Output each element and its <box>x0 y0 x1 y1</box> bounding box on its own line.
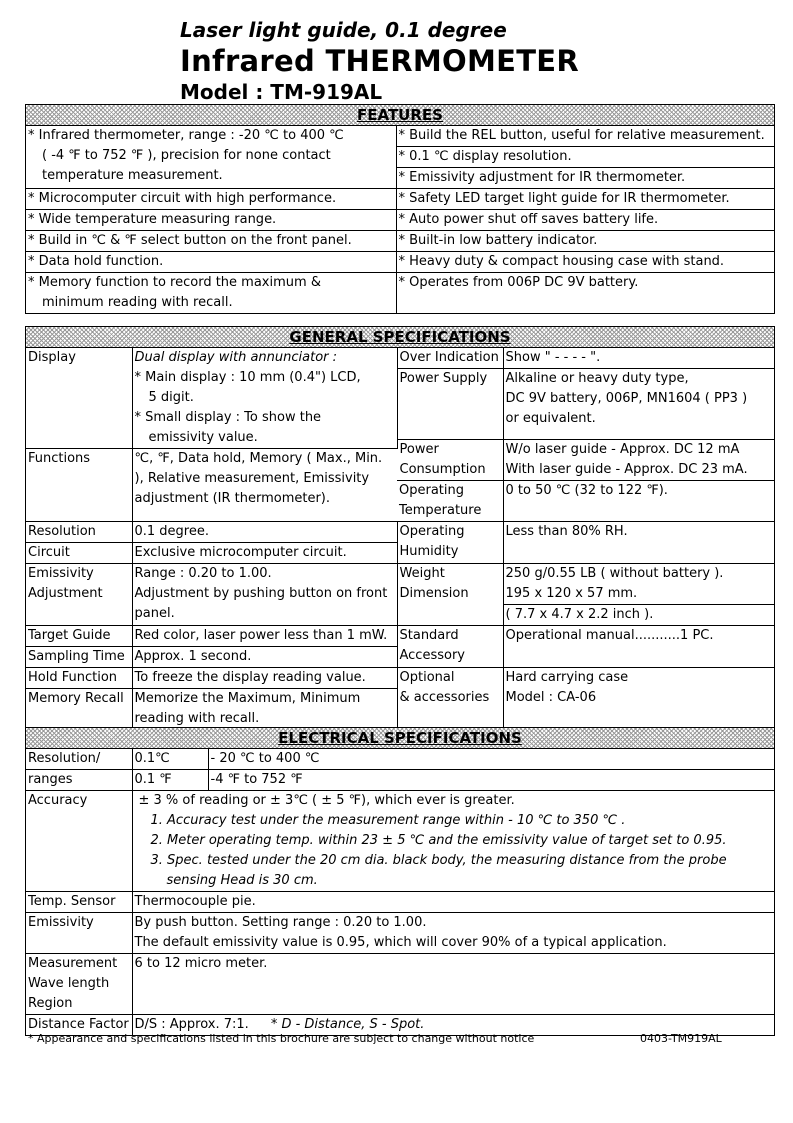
feature-right-2: * 0.1 ℃ display resolution. <box>396 147 774 168</box>
distance-factor-label: Distance Factor <box>26 1015 132 1036</box>
feature-left-5: * Data hold function. <box>26 252 396 273</box>
resolution-c: 0.1℃ <box>132 749 208 770</box>
features-header: FEATURES <box>26 105 774 126</box>
functions-label: Functions <box>26 449 132 522</box>
target-guide-value: Red color, laser power less than 1 mW. <box>132 625 397 646</box>
power-consumption-value: W/o laser guide - Approx. DC 12 mA With laser guide - Approx. DC 23 mA. <box>503 439 774 480</box>
optional-label: Optional & accessories <box>397 667 503 729</box>
emissivity-value: By push button. Setting range : 0.20 to 1.00. The default emissivity value is 0.95, which will cover 90% of a typical application. <box>132 913 774 954</box>
op-humidity-label: Operating Humidity <box>397 521 503 563</box>
dimension-value-1: 195 x 120 x 57 mm. <box>503 584 774 605</box>
emissivity-adj-value: Range : 0.20 to 1.00. Adjustment by pushing button on front panel. <box>132 563 397 625</box>
sampling-value: Approx. 1 second. <box>132 646 397 667</box>
over-indication-value: Show " - - - - ". <box>503 348 774 369</box>
range-c: - 20 ℃ to 400 ℃ <box>208 749 774 770</box>
general-spec-header: GENERAL SPECIFICATIONS <box>26 327 774 348</box>
features-table <box>26 126 774 313</box>
feature-right-3: * Emissivity adjustment for IR thermometer. <box>396 168 774 189</box>
op-temp-label: Operating Temperature <box>397 480 503 521</box>
disclaimer: * Appearance and specifications listed in this brochure are subject to change without notice <box>28 1032 535 1045</box>
sampling-label: Sampling Time <box>26 646 132 667</box>
feature-left-2: * Microcomputer circuit with high performance. <box>26 189 396 210</box>
feature-left-6: * Memory function to record the maximum & minimum reading with recall. <box>26 273 396 314</box>
hold-label: Hold Function <box>26 667 132 688</box>
electrical-spec-section <box>25 727 775 1036</box>
accessory-value: Operational manual...........1 PC. <box>503 625 774 667</box>
memory-recall-value: Memorize the Maximum, Minimum reading with recall. <box>132 688 397 729</box>
features-section <box>25 104 775 314</box>
op-temp-value: 0 to 50 ℃ (32 to 122 ℉). <box>503 480 774 521</box>
accuracy-label: Accuracy <box>26 791 132 892</box>
optional-value: Hard carrying case Model : CA-06 <box>503 667 774 729</box>
document-code: 0403-TM919AL <box>640 1032 722 1045</box>
general-spec-section <box>25 326 775 731</box>
wave-length-label: Measurement Wave length Region <box>26 954 132 1015</box>
feature-left-4: * Build in ℃ & ℉ select button on the front panel. <box>26 231 396 252</box>
hold-value: To freeze the display reading value. <box>132 667 397 688</box>
feature-right-1: * Build the REL button, useful for relative measurement. <box>396 126 774 147</box>
display-label: Display <box>26 348 132 449</box>
memory-recall-label: Memory Recall <box>26 688 132 729</box>
power-supply-value: Alkaline or heavy duty type, DC 9V battery, 006P, MN1604 ( PP3 ) or equivalent. <box>503 369 774 440</box>
feature-right-4: * Safety LED target light guide for IR thermometer. <box>396 189 774 210</box>
resolution-label-2: ranges <box>26 770 132 791</box>
dimension-value-2: ( 7.7 x 4.7 x 2.2 inch ). <box>503 604 774 625</box>
resolution-label-1: Resolution/ <box>26 749 132 770</box>
circuit-label: Circuit <box>26 542 132 563</box>
product-title: Infrared THERMOMETER <box>180 44 580 78</box>
range-f: -4 ℉ to 752 ℉ <box>208 770 774 791</box>
over-indication-label: Over Indication <box>397 348 503 369</box>
feature-right-5: * Auto power shut off saves battery life. <box>396 210 774 231</box>
power-consumption-label: Power Consumption <box>397 439 503 480</box>
resolution-f: 0.1 ℉ <box>132 770 208 791</box>
general-spec-table <box>26 348 774 730</box>
model-number: Model : TM-919AL <box>180 80 383 104</box>
feature-right-8: * Operates from 006P DC 9V battery. <box>396 273 774 314</box>
emissivity-label: Emissivity <box>26 913 132 954</box>
power-supply-label: Power Supply <box>397 369 503 440</box>
accuracy-value: ± 3 % of reading or ± 3℃ ( ± 5 ℉), which ever is greater. 1. Accuracy test under the measurement range within - 10 ℃ to 350 ℃ . 2. Meter operating temp. within 23 ± 5 ℃ and the emissivity value of target set to 0.95. 3. Spec. tested under the 20 cm dia. black body, the measuring distance from the probe sensing Head is 30 cm. <box>132 791 774 892</box>
emissivity-adj-label: Emissivity Adjustment <box>26 563 132 625</box>
feature-right-6: * Built-in low battery indicator. <box>396 231 774 252</box>
resolution-value: 0.1 degree. <box>132 521 397 542</box>
feature-left-3: * Wide temperature measuring range. <box>26 210 396 231</box>
display-value: Dual display with annunciator : * Main display : 10 mm (0.4") LCD, 5 digit. * Small display : To show the emissivity value. <box>132 348 397 449</box>
resolution-label: Resolution <box>26 521 132 542</box>
subtitle: Laser light guide, 0.1 degree <box>180 18 507 42</box>
target-guide-label: Target Guide <box>26 625 132 646</box>
weight-label: Weight <box>397 563 503 584</box>
weight-value: 250 g/0.55 LB ( without battery ). <box>503 563 774 584</box>
functions-value: ℃, ℉, Data hold, Memory ( Max., Min. ), Relative measurement, Emissivity adjustment (IR thermometer). <box>132 449 397 522</box>
temp-sensor-label: Temp. Sensor <box>26 892 132 913</box>
feature-left-1: * Infrared thermometer, range : -20 ℃ to 400 ℃ ( -4 ℉ to 752 ℉ ), precision for none contact temperature measurement. <box>26 126 396 189</box>
electrical-spec-table <box>26 749 774 1035</box>
accessory-label: Standard Accessory <box>397 625 503 667</box>
temp-sensor-value: Thermocouple pie. <box>132 892 774 913</box>
electrical-spec-header: ELECTRICAL SPECIFICATIONS <box>26 728 774 749</box>
dimension-label: Dimension <box>397 584 503 626</box>
wave-length-value: 6 to 12 micro meter. <box>132 954 774 1015</box>
op-humidity-value: Less than 80% RH. <box>503 521 774 563</box>
feature-right-7: * Heavy duty & compact housing case with stand. <box>396 252 774 273</box>
circuit-value: Exclusive microcomputer circuit. <box>132 542 397 563</box>
distance-factor-value: D/S : Approx. 7:1. * D - Distance, S - Spot. <box>132 1015 774 1036</box>
